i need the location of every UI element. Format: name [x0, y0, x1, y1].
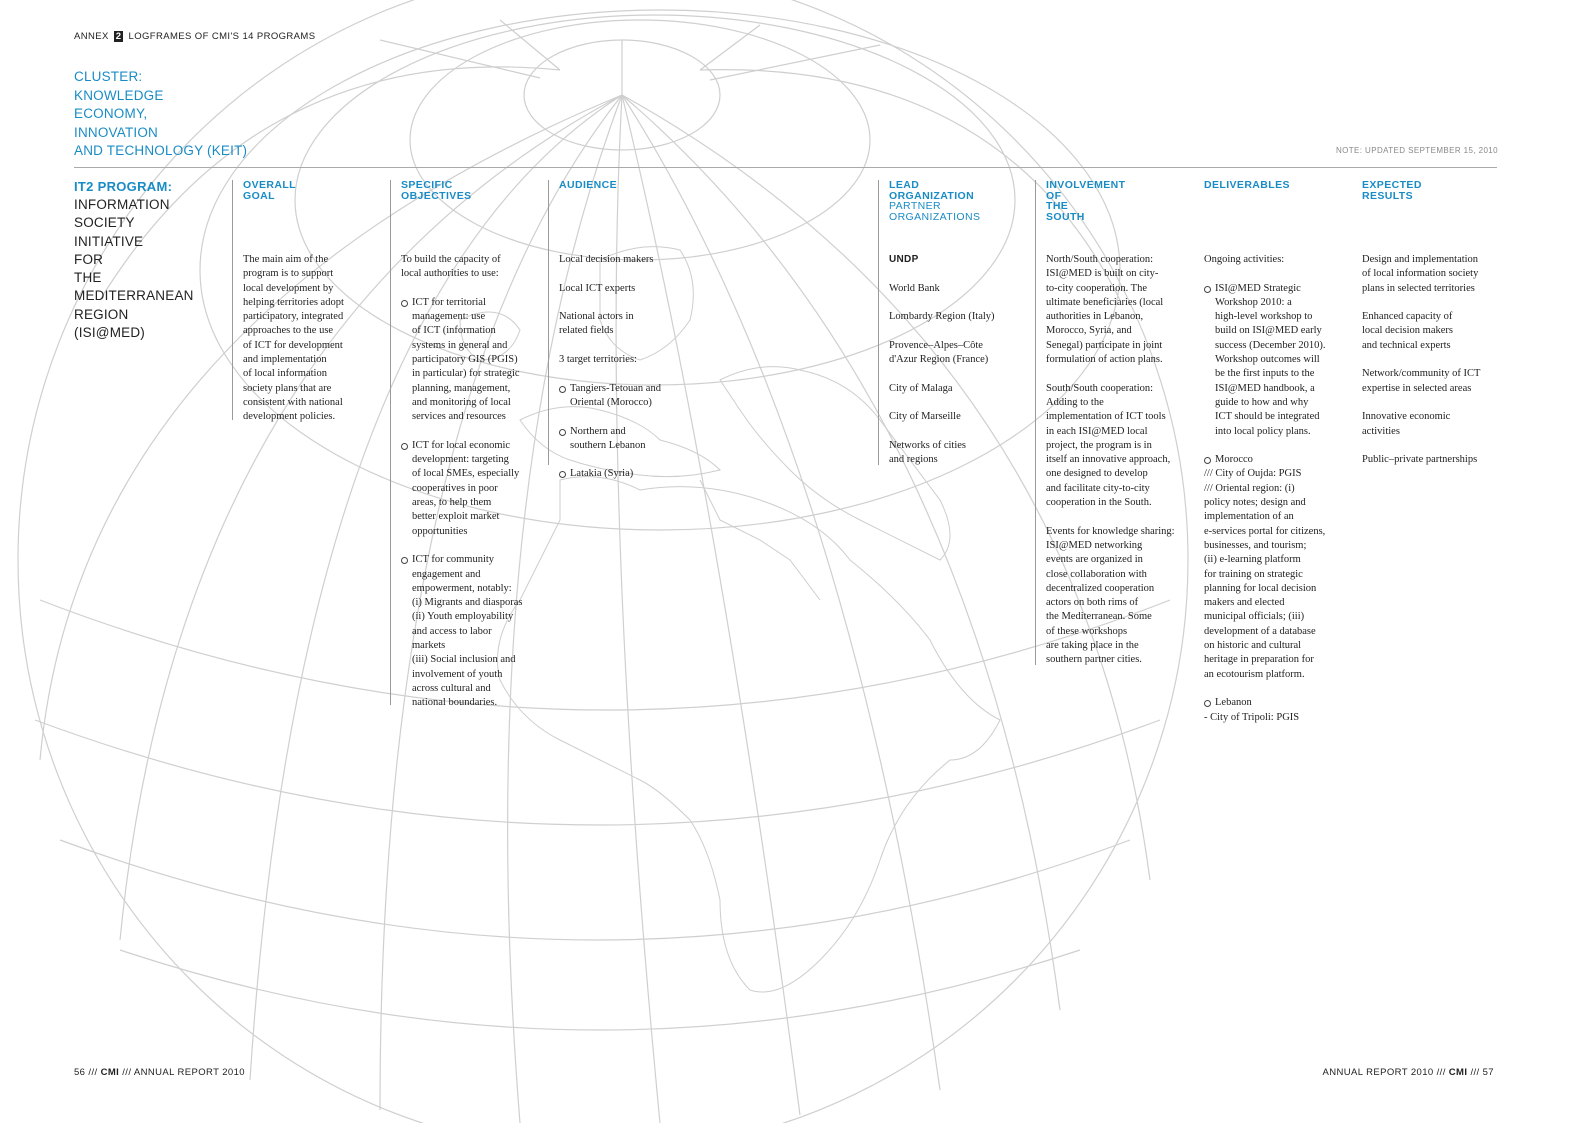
text-line: Workshop 2010: a [1215, 296, 1292, 308]
text-line: local authorities to use: [401, 268, 499, 280]
text-line: Ongoing activities: [1204, 254, 1285, 265]
text-line: and facilitate city-to-city [1046, 482, 1150, 494]
text-line: d'Azur Region (France) [889, 354, 989, 366]
paragraph [559, 282, 699, 296]
text-line: activities [1362, 425, 1400, 437]
text-line: ICT should be integrated [1215, 411, 1320, 423]
text-line: consistent with national [243, 396, 343, 408]
header-rule [74, 167, 1497, 168]
bullet-item [401, 553, 541, 710]
program-block [74, 178, 224, 342]
paragraph [1362, 453, 1502, 467]
text-line: high-level workshop to [1215, 311, 1313, 323]
text-line: and access to labor [412, 625, 492, 637]
heading-line: OBJECTIVES [401, 189, 472, 202]
text-line: services and resources [412, 411, 506, 423]
paragraph [401, 253, 541, 282]
heading-line: OVERALL [243, 179, 296, 191]
program-name-line: INFORMATION [74, 197, 170, 212]
text-line: /// City of Oujda: PGIS [1204, 468, 1302, 480]
text-line: authorities in Lebanon, [1046, 311, 1144, 323]
text-line: Network/community of ICT [1362, 368, 1481, 380]
annex-label: ANNEX [74, 31, 109, 42]
bullet-item [401, 296, 541, 425]
cluster-line: ECONOMY, [74, 106, 148, 121]
text-line: in each ISI@MED local [1046, 425, 1148, 437]
text-line: Networks of cities [889, 439, 966, 451]
text-line: formulation of action plans. [1046, 354, 1163, 366]
paragraph [243, 253, 383, 425]
text-line: heritage in preparation for [1204, 654, 1314, 666]
text-line: and regions [889, 454, 938, 466]
update-note: NOTE: UPDATED SEPTEMBER 15, 2010 [1335, 146, 1498, 155]
text-line: development policies. [243, 411, 336, 423]
text-line: southern Lebanon [570, 439, 646, 451]
heading-line: THE [1046, 200, 1069, 212]
paragraph [889, 410, 1029, 424]
brand-left: CMI [100, 1067, 120, 1078]
program-name-line: INITIATIVE [74, 233, 144, 249]
text-line: The main aim of the [243, 254, 329, 265]
paragraph [889, 382, 1029, 396]
text-line: (ii) Youth employability [412, 611, 514, 623]
text-line: on historic and cultural [1204, 640, 1302, 652]
paragraph [889, 253, 1029, 267]
text-line: Events for knowledge sharing: [1046, 525, 1175, 537]
heading-line: EXPECTED [1362, 179, 1422, 191]
bullet-item [559, 467, 699, 481]
paragraph [559, 253, 699, 267]
text-line: one designed to develop [1046, 468, 1148, 480]
text-line: (ii) e-learning platform [1204, 554, 1301, 566]
paragraph [1046, 382, 1186, 511]
text-line: approaches to the use [243, 325, 334, 337]
text-line: project, the program is in [1046, 439, 1152, 451]
column-heading [889, 180, 1018, 222]
column-specific-objectives [390, 179, 530, 709]
text-line: guide to how and why [1215, 396, 1309, 408]
annex-title: LOGFRAMES OF CMI'S 14 PROGRAMS [128, 31, 316, 42]
column-heading [1204, 180, 1333, 191]
text-line: of local SMEs, especially [412, 468, 520, 480]
paragraph [1362, 253, 1502, 296]
paragraph [1362, 410, 1502, 439]
text-line: e-services portal for citizens, [1204, 525, 1326, 537]
program-name-line: THE [74, 270, 102, 286]
running-head [74, 31, 315, 42]
column-heading [1362, 180, 1491, 201]
text-line: cooperation in the South. [1046, 497, 1152, 509]
text-line: related fields [559, 325, 614, 337]
heading-line: GOAL [243, 189, 275, 202]
text-line: Innovative economic [1362, 411, 1451, 423]
column-overall-goal [232, 179, 372, 423]
text-line: UNDP [889, 254, 919, 265]
text-line: World Bank [889, 282, 940, 294]
text-line: planning, management, [412, 382, 511, 394]
text-line: Public–private partnerships [1362, 454, 1478, 466]
text-line: municipal officials; (iii) [1204, 611, 1305, 623]
paragraph [559, 310, 699, 339]
bullet-item [559, 425, 699, 454]
heading-line: LEAD [889, 179, 920, 191]
footer-left: 56 /// CMI /// ANNUAL REPORT 2010 [74, 1067, 245, 1078]
text-line: for training on strategic [1204, 568, 1303, 580]
text-line: participatory GIS (PGIS) [412, 354, 518, 366]
text-line: markets [412, 640, 446, 652]
subheading-line: PARTNER [889, 200, 942, 212]
text-line: National actors in [559, 311, 634, 323]
text-line: ISI@MED networking [1046, 539, 1143, 551]
text-line: ICT for community [401, 553, 541, 567]
text-line: helping territories adopt [243, 296, 344, 308]
heading-line: AUDIENCE [559, 179, 618, 191]
text-line: Latakia (Syria) [559, 467, 699, 481]
text-line: /// Oriental region: (i) [1204, 482, 1295, 494]
paragraph [889, 282, 1029, 296]
cluster-line: KNOWLEDGE [74, 87, 164, 103]
column-deliverables [1193, 179, 1333, 723]
text-line: implementation of ICT tools [1046, 411, 1166, 423]
text-line: an ecotourism platform. [1204, 668, 1305, 680]
text-line: and technical experts [1362, 339, 1451, 351]
text-line: in particular) for strategic [412, 368, 520, 380]
column-body [243, 253, 383, 425]
heading-line: SOUTH [1046, 210, 1085, 223]
text-line: plans in selected territories [1362, 282, 1475, 294]
text-line: Lombardy Region (Italy) [889, 311, 995, 323]
text-line: (i) Migrants and diasporas [412, 597, 523, 609]
program-title: IT2 PROGRAM: [74, 179, 173, 194]
text-line: cooperatives in poor [412, 482, 498, 494]
program-name-line: (ISI@MED) [74, 325, 146, 341]
globe-outline [18, 0, 1188, 1123]
text-line: ICT for territorial [401, 296, 541, 310]
text-line: decentralized cooperation [1046, 582, 1155, 594]
text-line: ISI@MED Strategic [1204, 282, 1344, 296]
heading-line: INVOLVEMENT [1046, 179, 1126, 191]
text-line: of ICT for development [243, 339, 343, 351]
text-line: ultimate beneficiaries (local [1046, 296, 1164, 308]
text-line: - City of Tripoli: PGIS [1204, 711, 1300, 723]
heading-line: RESULTS [1362, 189, 1414, 202]
column-body [1204, 253, 1344, 725]
text-line: southern partner cities. [1046, 654, 1142, 666]
program-name-line: MEDITERRANEAN [74, 288, 194, 304]
text-line: Senegal) participate in joint [1046, 339, 1163, 351]
text-line: engagement and [412, 568, 481, 580]
column-heading [243, 180, 372, 201]
paragraph [1362, 310, 1502, 353]
text-line: involvement of youth [412, 668, 503, 680]
text-line: of these workshops [1046, 625, 1128, 637]
text-line: Morocco [1204, 453, 1344, 467]
text-line: Morocco, Syria, and [1046, 325, 1132, 337]
bullet-item [1204, 696, 1344, 725]
text-line: build on ISI@MED early [1215, 325, 1322, 337]
text-line: local development by [243, 282, 334, 294]
bullet-item [1204, 453, 1344, 682]
column-audience [548, 179, 688, 480]
text-line: events are organized in [1046, 554, 1143, 566]
text-line: ICT for local economic [401, 439, 541, 453]
text-line: makers and elected [1204, 597, 1285, 609]
text-line: opportunities [412, 525, 468, 537]
column-divider [1035, 180, 1036, 665]
program-name-line: SOCIETY [74, 215, 135, 231]
text-line: success (December 2010). [1215, 339, 1326, 351]
paragraph [889, 310, 1029, 324]
column-divider [232, 180, 233, 420]
text-line: better exploit market [412, 511, 500, 523]
page-number-right: 57 [1482, 1067, 1494, 1078]
text-line: City of Malaga [889, 382, 953, 394]
column-heading [401, 180, 530, 201]
text-line: Local ICT experts [559, 282, 636, 294]
paragraph [1046, 253, 1186, 367]
paragraph [1046, 525, 1186, 668]
heading-line: DELIVERABLES [1204, 179, 1290, 191]
text-line: program is to support [243, 268, 334, 280]
program-name-line: REGION [74, 306, 129, 322]
text-line: close collaboration with [1046, 568, 1147, 580]
bullet-item [559, 382, 699, 411]
text-line: of local information [243, 368, 327, 380]
text-line: society plans that are [243, 382, 332, 394]
text-line: development of a database [1204, 625, 1316, 637]
text-line: across cultural and [412, 682, 491, 694]
text-line: Adding to the [1046, 396, 1104, 408]
text-line: Oriental (Morocco) [570, 396, 652, 408]
paragraph [1362, 367, 1502, 396]
text-line: businesses, and tourism; [1204, 539, 1307, 551]
text-line: 3 target territories: [559, 354, 637, 366]
text-line: North/South cooperation: [1046, 254, 1154, 265]
heading-line: ORGANIZATION [889, 189, 975, 202]
paragraph [889, 339, 1029, 368]
text-line: actors on both rims of [1046, 597, 1139, 609]
text-line: and implementation [243, 354, 327, 366]
text-line: ISI@MED handbook, a [1215, 382, 1315, 394]
text-line: to-city cooperation. The [1046, 282, 1147, 294]
paragraph [559, 353, 699, 367]
text-line: empowerment, notably: [412, 582, 512, 594]
text-line: South/South cooperation: [1046, 382, 1154, 394]
column-body [1046, 253, 1186, 668]
column-heading [559, 180, 688, 191]
bullet-item [401, 439, 541, 539]
column-body [559, 253, 699, 482]
text-line: ISI@MED is built on city- [1046, 268, 1159, 280]
text-line: Provence–Alpes–Côte [889, 339, 983, 351]
text-line: Lebanon [1204, 696, 1344, 710]
cluster-title [74, 68, 274, 161]
brand-right: CMI [1448, 1067, 1468, 1078]
text-line: expertise in selected areas [1362, 382, 1472, 394]
cluster-line: AND TECHNOLOGY (KEIT) [74, 143, 248, 158]
text-line: Tangiers-Tetouan and [559, 382, 699, 396]
text-line: Local decision makers [559, 254, 654, 265]
text-line: implementation of an [1204, 511, 1294, 523]
text-line: itself an innovative approach, [1046, 454, 1171, 466]
program-name-line: FOR [74, 251, 104, 267]
footer-right: ANNUAL REPORT 2010 /// CMI /// 57 [1322, 1067, 1494, 1078]
text-line: and monitoring of local [412, 396, 511, 408]
bullet-item [1204, 282, 1344, 439]
column-lead-organization [878, 179, 1018, 466]
page-number-left: 56 [74, 1067, 86, 1078]
text-line: management: use [412, 311, 486, 323]
column-body [1362, 253, 1502, 467]
text-line: are taking place in the [1046, 640, 1139, 652]
report-title-right: ANNUAL REPORT 2010 [1322, 1067, 1434, 1078]
text-line: local decision makers [1362, 325, 1453, 337]
annex-number: 2 [115, 31, 122, 42]
text-line: into local policy plans. [1215, 425, 1311, 437]
column-involvement-of-the-south [1035, 179, 1175, 666]
text-line: planning for local decision [1204, 582, 1317, 594]
program-name [74, 196, 224, 342]
heading-line: SPECIFIC [401, 179, 453, 191]
text-line: development: targeting [412, 454, 509, 466]
text-line: policy notes; design and [1204, 497, 1306, 509]
cluster-line: CLUSTER: [74, 69, 143, 84]
heading-line: OF [1046, 189, 1062, 202]
report-title-left: ANNUAL REPORT 2010 [133, 1067, 245, 1078]
paragraph [1204, 253, 1344, 267]
column-divider [548, 180, 549, 465]
cluster-line: INNOVATION [74, 124, 159, 140]
text-line: To build the capacity of [401, 254, 501, 265]
text-line: (iii) Social inclusion and [412, 654, 516, 666]
text-line: participatory, integrated [243, 311, 344, 323]
text-line: of local information society [1362, 268, 1479, 280]
subheading-line: ORGANIZATIONS [889, 210, 981, 223]
text-line: Northern and [559, 425, 699, 439]
text-line: national boundaries. [412, 697, 498, 709]
text-line: Enhanced capacity of [1362, 311, 1453, 323]
column-divider [878, 180, 879, 465]
text-line: Workshop outcomes will [1215, 354, 1320, 366]
column-heading [1046, 180, 1175, 222]
column-divider [390, 180, 391, 705]
column-body [401, 253, 541, 711]
text-line: areas, to help them [412, 497, 492, 509]
text-line: systems in general and [412, 339, 508, 351]
text-line: be the first inputs to the [1215, 368, 1315, 380]
text-line: of ICT (information [412, 325, 496, 337]
text-line: the Mediterranean. Some [1046, 611, 1152, 623]
paragraph [889, 439, 1029, 468]
column-expected-results [1351, 179, 1491, 466]
column-body [889, 253, 1029, 467]
text-line: City of Marseille [889, 411, 961, 423]
text-line: Design and implementation [1362, 254, 1479, 265]
